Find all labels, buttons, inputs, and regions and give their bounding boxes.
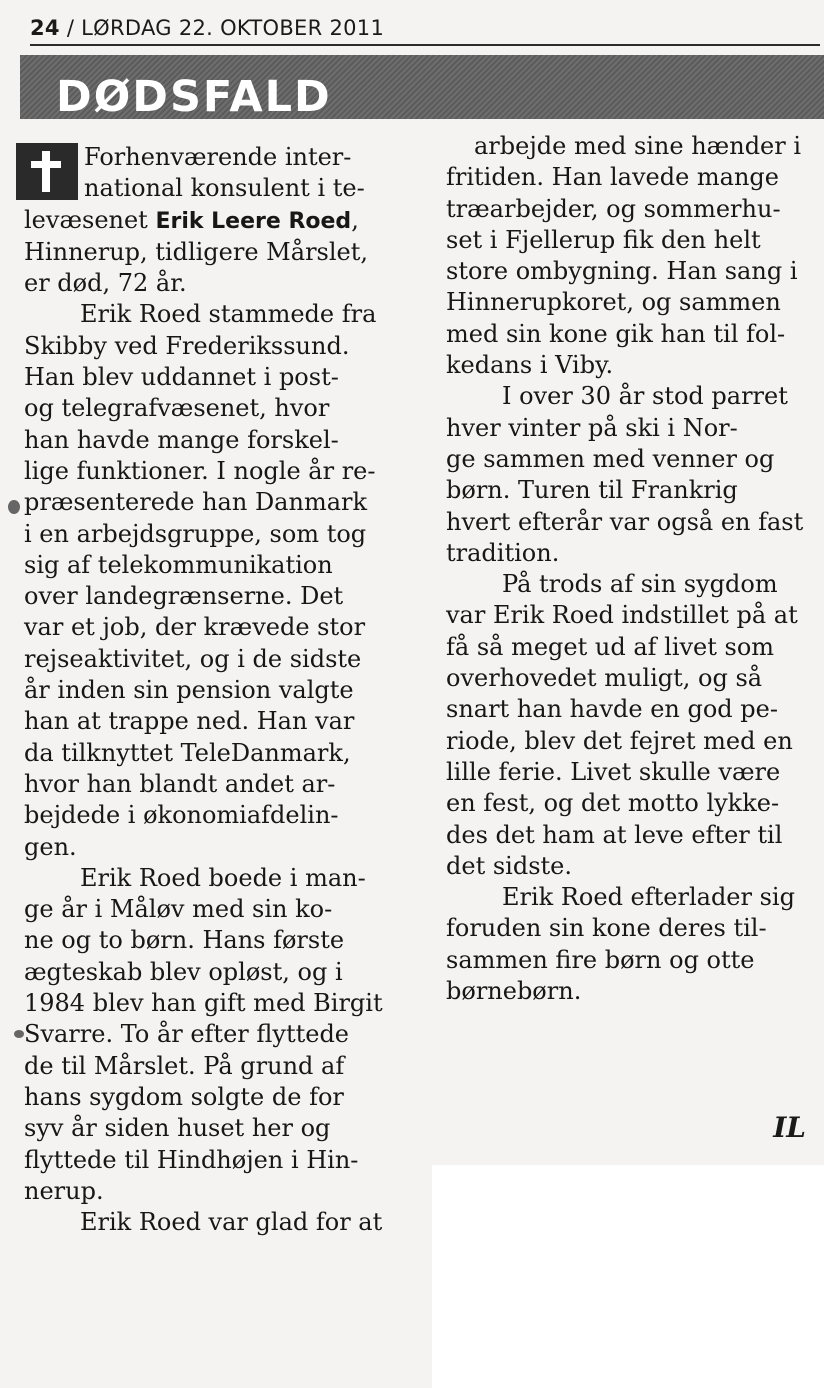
- section-title: DØDSFALD: [56, 72, 332, 119]
- scan-speck: [14, 1030, 24, 1038]
- article-paragraph: [446, 569, 824, 882]
- intro-line: Hinnerup, tidligere Mårslet,: [24, 237, 369, 266]
- article-line: syv år siden huset her og: [24, 1114, 331, 1143]
- article-line: børn. Turen til Frankrig: [446, 476, 738, 505]
- article-line: år inden sin pension valgte: [24, 676, 354, 705]
- article-line: hvert efterår var også en fast: [446, 507, 804, 536]
- article-line: overhovedet muligt, og så: [446, 664, 763, 693]
- article-line: Hinnerupkoret, og sammen: [446, 288, 781, 317]
- article-line: over landegrænserne. Det: [24, 582, 344, 611]
- article-column-right: [446, 131, 824, 1007]
- article-line: Han blev uddannet i post-: [24, 363, 339, 392]
- article-line: I over 30 år stod parret: [502, 382, 788, 411]
- article-line: tradition.: [446, 538, 560, 567]
- article-line: 1984 blev han gift med Birgit: [24, 989, 383, 1018]
- article-line: Erik Roed efterlader sig: [502, 883, 795, 912]
- article-line: Erik Roed stammede fra: [80, 300, 377, 329]
- article-line: Skibby ved Frederikssund.: [24, 331, 350, 360]
- article-line: Erik Roed var glad for at: [80, 1208, 383, 1237]
- section-banner: [20, 55, 824, 119]
- article-paragraph: [446, 882, 824, 1007]
- article-line: få så meget ud af livet som: [446, 632, 775, 661]
- scan-speck: [8, 500, 20, 514]
- article-line: lille ferie. Livet skulle være: [446, 757, 781, 786]
- article-line: Svarre. To år efter flyttede: [24, 1020, 350, 1049]
- article-line: Erik Roed boede i man-: [80, 863, 366, 892]
- intro-text: ,: [351, 205, 359, 234]
- article-line: de til Mårslet. På grund af: [24, 1051, 345, 1080]
- blank-area: [432, 1165, 824, 1388]
- intro-line: [24, 205, 422, 237]
- article-paragraph: [446, 381, 824, 569]
- article-line: det sidste.: [446, 851, 572, 880]
- article-line: rejseaktivitet, og i de sidste: [24, 644, 362, 673]
- article-line: riode, blev det fejret med en: [446, 726, 793, 755]
- article-paragraph: [24, 1207, 422, 1238]
- article-line: På trods af sin sygdom: [502, 570, 778, 599]
- article-paragraph: [24, 299, 422, 862]
- article-line: foruden sin kone deres til-: [446, 914, 767, 943]
- article-line: en fest, og det motto lykke-: [446, 789, 780, 818]
- article-line: hans sygdom solgte de for: [24, 1082, 344, 1111]
- article-line: hver vinter på ski i Nor-: [446, 413, 738, 442]
- article-line: ne og to børn. Hans første: [24, 926, 345, 955]
- article-line: des det ham at leve efter til: [446, 820, 783, 849]
- header-rule: [30, 44, 820, 46]
- article-line: og telegrafvæsenet, hvor: [24, 394, 330, 423]
- intro-text: levæsenet: [24, 205, 156, 234]
- article-line: bejdede i økonomiafdelin-: [24, 801, 339, 830]
- article-line: med sin kone gik han til fol-: [446, 319, 786, 348]
- article-line: set i Fjellerup fik den helt: [446, 225, 761, 254]
- article-line: sammen fire børn og otte: [446, 945, 755, 974]
- article-line: han at trappe ned. Han var: [24, 707, 355, 736]
- article-line: store ombygning. Han sang i: [446, 257, 798, 286]
- article-line: han havde mange forskel-: [24, 425, 339, 454]
- deceased-name: Erik Leere Roed: [155, 208, 352, 234]
- article-line: var Erik Roed indstillet på at: [446, 601, 798, 630]
- article-line: ge år i Måløv med sin ko-: [24, 895, 333, 924]
- article-line: kedans i Viby.: [446, 351, 614, 380]
- article-line: sig af telekommunikation: [24, 550, 333, 579]
- intro-line: Forhenværende inter-: [84, 143, 352, 171]
- intro-paragraph: [24, 142, 422, 299]
- article-line: fritiden. Han lavede mange: [446, 163, 779, 192]
- article-line: i en arbejdsgruppe, som tog: [24, 519, 367, 548]
- article-line: flyttede til Hindhøjen i Hin-: [24, 1145, 359, 1174]
- article-line: træarbejder, og sommerhu-: [446, 194, 781, 223]
- article-line: gen.: [24, 832, 77, 861]
- author-signature: IL: [773, 1111, 806, 1144]
- page-number: 24: [30, 16, 60, 40]
- article-line: ægteskab blev opløst, og i: [24, 957, 343, 986]
- article-line: snart han havde en god pe-: [446, 695, 778, 724]
- article-paragraph: [446, 131, 824, 381]
- intro-line: national konsulent i te-: [84, 174, 365, 203]
- article-line: var et job, der krævede stor: [24, 613, 366, 642]
- article-paragraph: [24, 863, 422, 1207]
- article-line: arbejde med sine hænder i: [474, 132, 802, 160]
- article-column-left: [24, 142, 422, 1238]
- intro-line: er død, 72 år.: [24, 269, 187, 298]
- article-line: børnebørn.: [446, 977, 582, 1006]
- running-header: [30, 16, 384, 40]
- article-line: præsenterede han Danmark: [24, 488, 368, 517]
- article-line: da tilknyttet TeleDanmark,: [24, 738, 351, 767]
- header-date: / LØRDAG 22. OKTOBER 2011: [66, 16, 385, 40]
- article-line: lige funktioner. I nogle år re-: [24, 456, 376, 485]
- article-line: hvor han blandt andet ar-: [24, 769, 336, 798]
- article-line: ge sammen med venner og: [446, 444, 775, 473]
- article-line: nerup.: [24, 1176, 104, 1205]
